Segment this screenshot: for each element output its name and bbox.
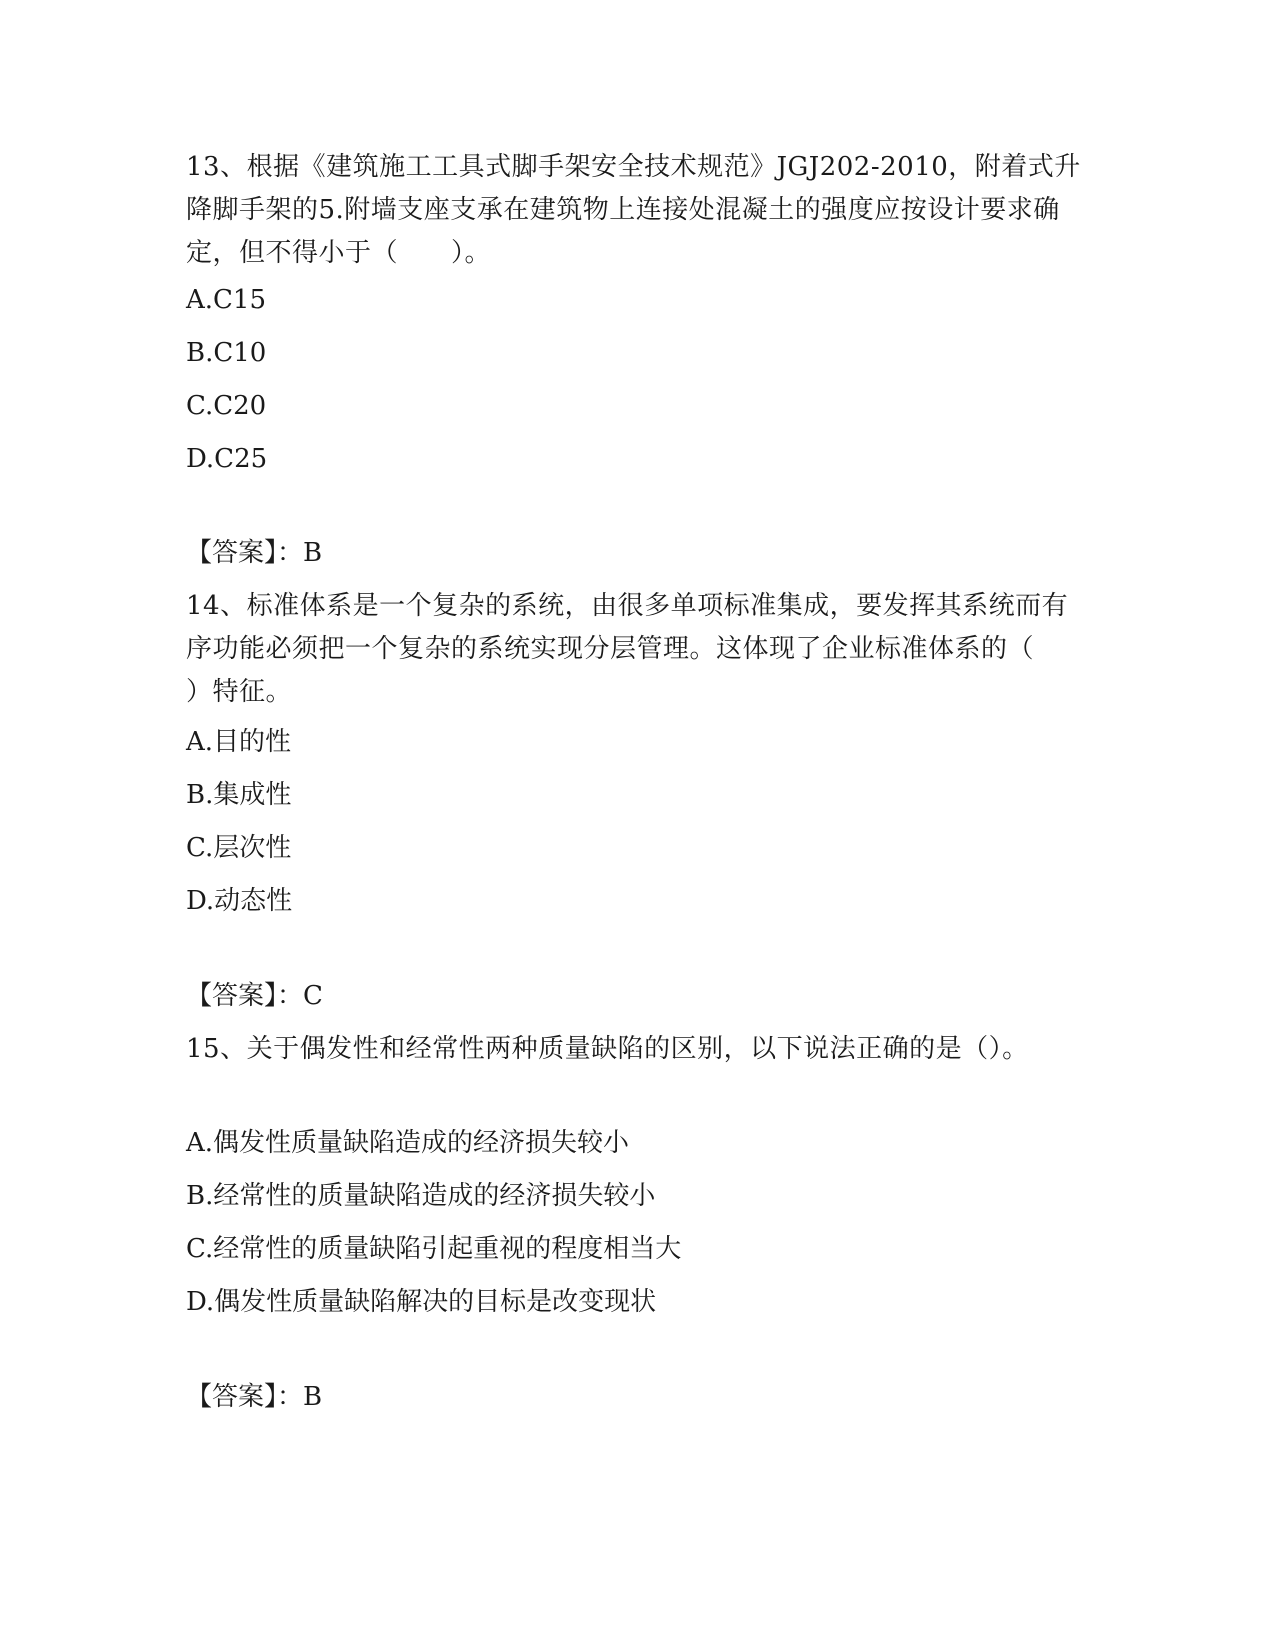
question-14-answer: 【答案】：C — [186, 981, 323, 1011]
question-14-stem: 14、标准体系是一个复杂的系统，由很多单项标准集成，要发挥其系统而有序功能必须把一个复杂的系统实现分层管理。这体现了企业标准体系的（ ）特征。 — [186, 591, 1088, 707]
question-15-option-d: D.偶发性质量缺陷解决的目标是改变现状 — [186, 1287, 657, 1317]
question-14-option-d: D.动态性 — [186, 886, 293, 916]
question-13-option-b: B.C10 — [186, 338, 267, 368]
question-15-option-c: C.经常性的质量缺陷引起重视的程度相当大 — [186, 1234, 682, 1264]
question-14-option-c: C.层次性 — [186, 833, 292, 863]
question-13-answer: 【答案】：B — [186, 538, 323, 568]
question-14-option-b: B.集成性 — [186, 780, 292, 810]
question-15-option-a: A.偶发性质量缺陷造成的经济损失较小 — [186, 1128, 630, 1158]
question-13-option-c: C.C20 — [186, 391, 267, 421]
question-13-stem: 13、根据《建筑施工工具式脚手架安全技术规范》JGJ202-2010，附着式升降脚手架的5.附墙支座支承在建筑物上连接处混凝土的强度应按设计要求确定，但不得小于（ ）。 — [186, 152, 1081, 268]
question-14-option-a: A.目的性 — [186, 727, 292, 757]
question-13-option-d: D.C25 — [186, 444, 268, 474]
question-13-option-a: A.C15 — [186, 285, 267, 315]
question-15-stem: 15、关于偶发性和经常性两种质量缺陷的区别，以下说法正确的是（）。 — [186, 1034, 1029, 1064]
question-15-option-b: B.经常性的质量缺陷造成的经济损失较小 — [186, 1181, 656, 1211]
question-15-answer: 【答案】：B — [186, 1382, 323, 1412]
